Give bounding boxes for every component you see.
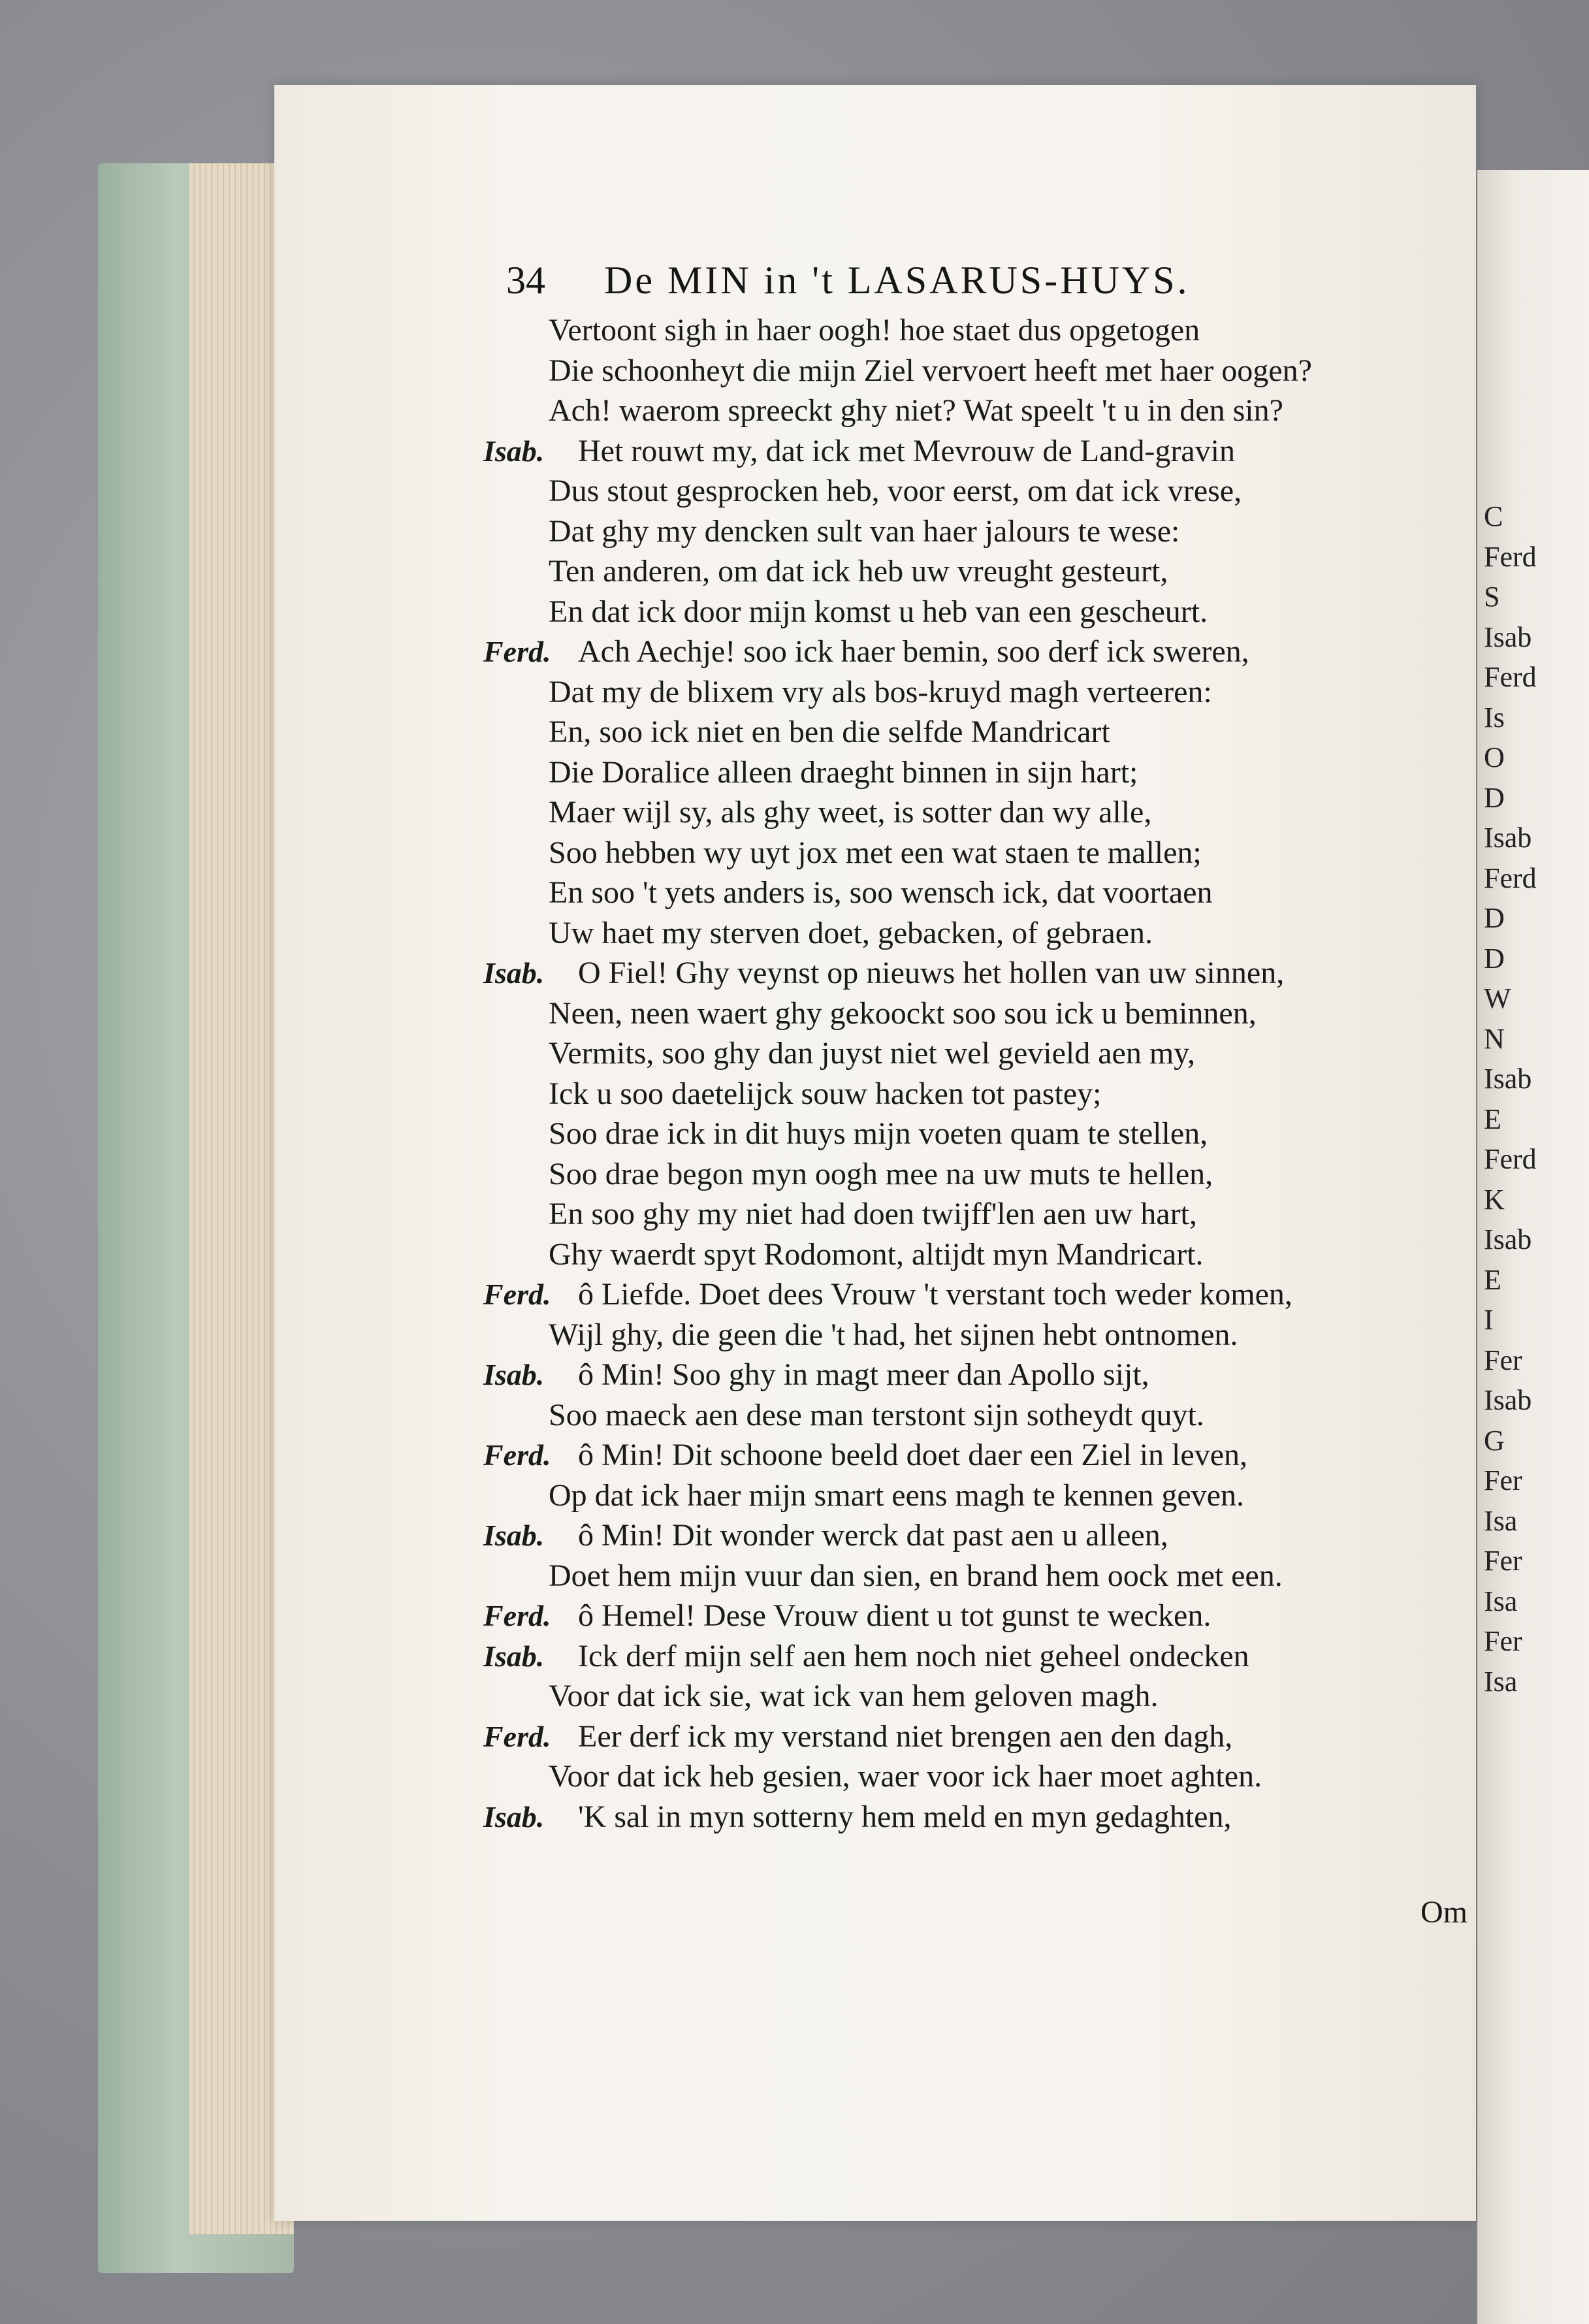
verse-line: [483, 471, 1476, 511]
facing-page-fragment: Ferd: [1484, 540, 1537, 573]
facing-page-fragment: G: [1484, 1424, 1505, 1457]
verse-text: Maer wijl sy, als ghy weet, is sotter dan wy alle,: [549, 795, 1152, 830]
speaker-label: Isab.: [483, 1639, 545, 1673]
verse-line: [483, 792, 1476, 833]
verse-line: [483, 1033, 1476, 1074]
verse-text: ô Liefde. Doet dees Vrouw 't verstant toch weder komen,: [578, 1277, 1292, 1312]
verse-line: [483, 1435, 1476, 1476]
verse-text: Dus stout gesprocken heb, voor eerst, om dat ick vrese,: [549, 474, 1242, 508]
facing-page-fragment: C: [1484, 500, 1503, 532]
verse-line: [483, 1395, 1476, 1436]
speaker-label: Ferd.: [483, 635, 551, 668]
facing-page-fragment: I: [1484, 1304, 1494, 1336]
verse-line: [483, 913, 1476, 954]
verse-text: Die Doralice alleen draeght binnen in sijn hart;: [549, 754, 1138, 790]
facing-page-fragment: Isab: [1484, 621, 1532, 653]
verse-line: [483, 752, 1476, 793]
verse-text: En soo ghy my niet had doen twijff'len aen uw hart,: [549, 1197, 1197, 1231]
speaker-label: Isab.: [483, 956, 545, 990]
verse-text: Dat ghy my dencken sult van haer jalours te wese:: [549, 513, 1180, 549]
facing-page-fragment: Isab: [1484, 1063, 1532, 1095]
verse-text: Het rouwt my, dat ick met Mevrouw de Land-gravin: [578, 433, 1235, 468]
facing-page-fragment: D: [1484, 942, 1505, 975]
facing-page-fragment: Isab: [1484, 822, 1532, 854]
verse-line: [483, 511, 1476, 552]
verse-line: [483, 1797, 1476, 1837]
speaker-label: Isab.: [483, 1519, 545, 1552]
page-number: 34: [506, 259, 545, 302]
verse-line: [483, 1235, 1476, 1275]
verse-line: [483, 1676, 1476, 1717]
verse-text: Soo maeck aen dese man terstont sijn sotheydt quyt.: [549, 1397, 1204, 1432]
verse-text: Doet hem mijn vuur dan sien, en brand hem oock met een.: [549, 1558, 1283, 1593]
facing-page-fragment: Isab: [1484, 1223, 1532, 1255]
verse-line: [483, 1515, 1476, 1556]
facing-page-fragment: S: [1484, 581, 1500, 613]
verse-text: En dat ick door mijn komst u heb van een gescheurt.: [549, 594, 1208, 629]
facing-page-fragment: Fer: [1484, 1545, 1522, 1577]
verse-text: Vermits, soo ghy dan juyst niet wel gevield aen my,: [549, 1036, 1196, 1071]
verse-text: Soo drae ick in dit huys mijn voeten quam te stellen,: [549, 1116, 1208, 1151]
facing-page-fragment: E: [1484, 1103, 1501, 1135]
verse-text: ô Min! Soo ghy in magt meer dan Apollo sijt,: [578, 1357, 1149, 1392]
facing-page-fragment: Isa: [1484, 1504, 1518, 1537]
verse-text: Ick u soo daetelijck souw hacken tot pastey;: [549, 1076, 1102, 1111]
verse-text: ô Min! Dit wonder werck dat past aen u alleen,: [578, 1518, 1168, 1553]
verse-line: [483, 1355, 1476, 1395]
verse-text: Neen, neen waert ghy gekoockt soo sou ick u beminnen,: [549, 995, 1257, 1031]
verse-text: Voor dat ick sie, wat ick van hem geloven magh.: [549, 1679, 1159, 1713]
facing-page-fragment: D: [1484, 902, 1505, 934]
facing-page: [1477, 170, 1589, 2324]
speaker-label: Ferd.: [483, 1719, 551, 1753]
verse-text: Ten anderen, om dat ick heb uw vreught gesteurt,: [549, 554, 1168, 589]
verse-text: Ghy waerdt spyt Rodomont, altijdt myn Mandricart.: [549, 1236, 1204, 1272]
verse-line: [483, 1194, 1476, 1235]
facing-page-fragment: N: [1484, 1022, 1505, 1055]
verse-text: Eer derf ick my verstand niet brengen aen den dagh,: [578, 1719, 1233, 1754]
verse-line: [483, 592, 1476, 632]
running-title: De MIN in 't LASARUS-HUYS.: [604, 259, 1190, 302]
speaker-label: Ferd.: [483, 1278, 551, 1311]
verse-line: [483, 1114, 1476, 1154]
verse-text: ô Min! Dit schoone beeld doet daer een Ziel in leven,: [578, 1438, 1247, 1472]
verse-line: [483, 1756, 1476, 1797]
verse-text: Ach Aechje! soo ick haer bemin, soo derf ick sweren,: [578, 634, 1249, 669]
page-header: [506, 258, 1329, 310]
speaker-label: Isab.: [483, 1799, 545, 1833]
verse-line: [483, 1154, 1476, 1195]
speaker-label: Isab.: [483, 1358, 545, 1391]
verse-line: [483, 632, 1476, 672]
verse-text: Wijl ghy, die geen die 't had, het sijnen hebt ontnomen.: [549, 1317, 1238, 1352]
verse-text: 'K sal in myn sotterny hem meld en myn gedaghten,: [578, 1799, 1232, 1834]
facing-page-fragment: Isa: [1484, 1665, 1518, 1698]
verse-line: [483, 993, 1476, 1034]
verse-line: [483, 351, 1476, 391]
verse-text: Soo hebben wy uyt jox met een wat staen te mallen;: [549, 835, 1202, 870]
facing-page-fragment: Isab: [1484, 1384, 1532, 1416]
verse-text: Op dat ick haer mijn smart eens magh te kennen geven.: [549, 1477, 1244, 1513]
facing-page-fragment: Ferd: [1484, 661, 1537, 693]
verse-line: [483, 1717, 1476, 1757]
verse-line: [483, 551, 1476, 592]
facing-page-fragment: Isa: [1484, 1585, 1518, 1617]
verse-text: Voor dat ick heb gesien, waer voor ick haer moet aghten.: [549, 1759, 1262, 1794]
speaker-label: Ferd.: [483, 1438, 551, 1472]
facing-page-fragment: Ferd: [1484, 862, 1537, 894]
verse-text: ô Hemel! Dese Vrouw dient u tot gunst te wecken.: [578, 1598, 1212, 1633]
verse-line: [483, 953, 1476, 993]
verse-line: [483, 1074, 1476, 1114]
facing-page-fragment: Fer: [1484, 1625, 1522, 1657]
verse-line: [483, 833, 1476, 873]
verse-text-block: [483, 310, 1476, 1837]
verse-text: Vertoont sigh in haer oogh! hoe staet dus opgetogen: [549, 313, 1200, 347]
verse-line: [483, 1556, 1476, 1596]
verse-line: [483, 873, 1476, 913]
verse-text: Ick derf mijn self aen hem noch niet geheel ondecken: [578, 1638, 1249, 1673]
catchword: Om: [1420, 1895, 1468, 1929]
speaker-label: Isab.: [483, 434, 545, 468]
verse-text: Uw haet my sterven doet, gebacken, of gebraen.: [549, 915, 1153, 950]
verse-text: En soo 't yets anders is, soo wensch ick, dat voortaen: [549, 875, 1213, 910]
verse-text: Die schoonheyt die mijn Ziel vervoert heeft met haer oogen?: [549, 353, 1312, 388]
facing-page-fragments: [1484, 496, 1588, 1702]
verse-line: [483, 391, 1476, 431]
speaker-label: Ferd.: [483, 1599, 551, 1632]
verse-line: [483, 1274, 1476, 1315]
verse-line: [483, 431, 1476, 472]
facing-page-fragment: W: [1484, 982, 1511, 1014]
facing-page-fragment: E: [1484, 1263, 1501, 1296]
facing-page-fragment: Is: [1484, 701, 1505, 734]
facing-page-fragment: O: [1484, 741, 1505, 773]
verse-line: [483, 712, 1476, 752]
verse-text: Dat my de blixem vry als bos-kruyd magh verteeren:: [549, 674, 1212, 709]
verse-line: [483, 310, 1476, 351]
verse-text: O Fiel! Ghy veynst op nieuws het hollen van uw sinnen,: [578, 956, 1285, 990]
verse-text: Ach! waerom spreeckt ghy niet? Wat speelt 't u in den sin?: [549, 393, 1283, 428]
verse-line: [483, 672, 1476, 713]
verse-text: Soo drae begon myn oogh mee na uw muts te hellen,: [549, 1156, 1213, 1191]
facing-page-fragment: Fer: [1484, 1464, 1522, 1496]
verse-line: [483, 1476, 1476, 1516]
facing-page-fragment: K: [1484, 1183, 1505, 1216]
verse-text: En, soo ick niet en ben die selfde Mandricart: [549, 715, 1110, 749]
facing-page-fragment: Fer: [1484, 1344, 1522, 1376]
verse-line: [483, 1636, 1476, 1677]
verse-line: [483, 1596, 1476, 1636]
facing-page-fragment: D: [1484, 781, 1505, 814]
verse-line: [483, 1315, 1476, 1355]
facing-page-fragment: Ferd: [1484, 1143, 1537, 1175]
